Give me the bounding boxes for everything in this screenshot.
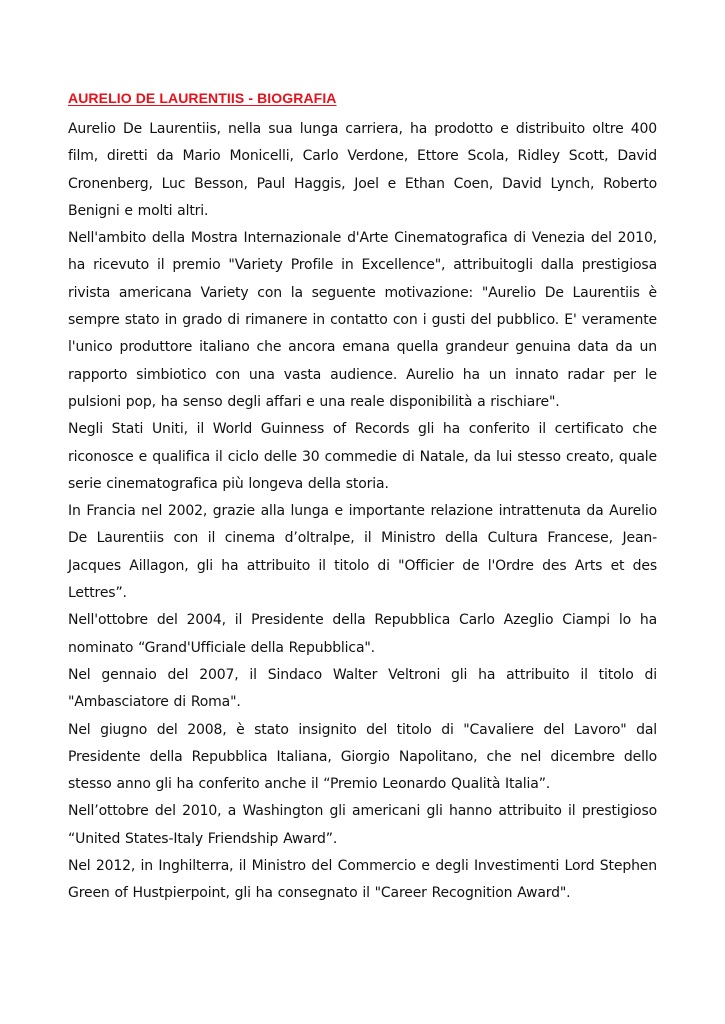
paragraph-career: Aurelio De Laurentiis, nella sua lunga carriera, ha prodotto e distribuito oltre 400 film, diretti da Mario Monicelli, Carlo Verdone, Ettore Scola, Ridley Scott, David Cronenberg, Luc Besson, Paul Haggis, Joel e Ethan Coen, David Lynch, Roberto Benigni e molti altri. bbox=[68, 121, 657, 219]
paragraph-inghilterra: Nel 2012, in Inghilterra, il Ministro del Commercio e degli Investimenti Lord Stephen Green of Hustpierpoint, gli ha consegnato il "Career Recognition Award". bbox=[68, 858, 657, 902]
document-page bbox=[68, 88, 657, 908]
paragraph-cavaliere: Nel giugno del 2008, è stato insignito del titolo di "Cavaliere del Lavoro" dal Presidente della Repubblica Italiana, Giorgio Napolitano, che nel dicembre dello stesso anno gli ha conferito anche il “Premio Leonardo Qualità Italia”. bbox=[68, 721, 657, 793]
document-title: AURELIO DE LAURENTIIS - BIOGRAFIA bbox=[68, 90, 337, 106]
paragraph-washington: Nell’ottobre del 2010, a Washington gli americani gli hanno attribuito il prestigioso “United States-Italy Friendship Award”. bbox=[68, 803, 657, 847]
paragraph-veltroni: Nel gennaio del 2007, il Sindaco Walter Veltroni gli ha attribuito il titolo di "Ambasciatore di Roma". bbox=[68, 666, 657, 711]
paragraph-venezia: Nell'ambito della Mostra Internazionale d'Arte Cinematografica di Venezia del 2010, ha ricevuto il premio "Variety Profile in Excellence", attribuitogli dalla prestigiosa rivista americana Variety con la seguente motivazione: "Aurelio De Laurentiis è sempre stato in grado di rimanere in contatto con i gusti del pubblico. E' veramente l'unico produttore italiano che ancora emana quella grandeur genuina data da un rapporto simbiotico con una vasta audience. Aurelio ha un innato radar per le pulsioni pop, ha senso degli affari e una reale disponibilità a rischiare". bbox=[68, 230, 657, 410]
paragraph-francia: In Francia nel 2002, grazie alla lunga e importante relazione intrattenuta da Aurelio De Laurentiis con il cinema d’oltralpe, il Ministro della Cultura Francese, Jean-Jacques Aillagon, gli ha attribuito il titolo di "Officier de l'Ordre des Arts et des Lettres”. bbox=[68, 503, 657, 602]
paragraph-guinness: Negli Stati Uniti, il World Guinness of Records gli ha conferito il certificato che riconosce e qualifica il ciclo delle 30 commedie di Natale, da lui stesso creato, quale serie cinematografica più longeva della storia. bbox=[68, 421, 657, 492]
paragraph-ciampi: Nell'ottobre del 2004, il Presidente della Repubblica Carlo Azeglio Ciampi lo ha nominato “Grand'Ufficiale della Repubblica". bbox=[68, 612, 657, 656]
